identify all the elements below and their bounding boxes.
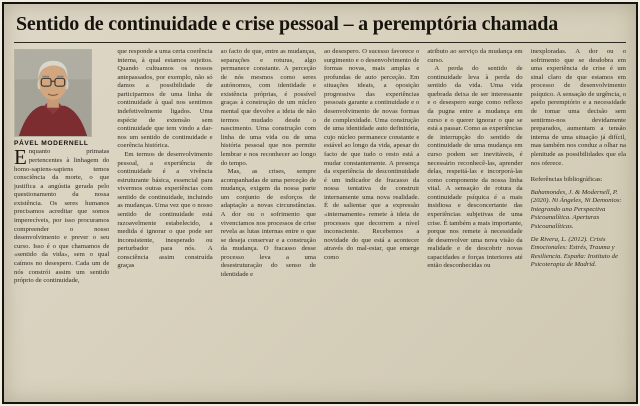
article-column-2 bbox=[117, 48, 212, 394]
paragraph: inexploradas. A dor ou o sofrimento que se desdobra em uma experiência de crise é um sinal claro de que estamos em processo de desenvolvimento psíquico. A sensação de urgência, o apelo peremptório e a necessidade de tomar uma decisão sem sentirmo-nos devidamente preparados, aumentam a tensão interna de uma situação já difícil, mas também nos conduz a olhar na plenitude as possibilidades que ela nos oferece. bbox=[530, 48, 626, 167]
reference-item: Bahamondes, J. & Modernell, P. (2020). Ni Ángeles, Ni Demonios: Integrando una Perspectiva Psicoanalítica. Aperturas Psicoanalíticas. bbox=[530, 188, 622, 230]
paragraph-text: nquanto primatas pertencentes à linhagem do homo-sapiens-sapiens temos consciência da morte, o que justifica a angústia gerada pelo questionamento da nossa existência. Os seres humanos precisamos acreditar que somos imperecíveis, por isso procuramos compreender o nosso desenvolvimento e prever o seu curso. Isso é o que chamamos de «sentido da vida», sem o qual caímos no desespero. Cada um de nós constrói assim um sentido próprio de continuidade, bbox=[14, 148, 110, 285]
paragraph: A perda do sentido de continuidade leva à perda do sentido da vida. Uma vida quebrada deixa de ser interessante e o desespero surge como reflexo da pugna entre a mudança em curso e o querer ignorar o que se está a passar. Como as experiências de interrupção do sentido de continuidade de uma mudança em curso podem ser inevitáveis, é necessário reconhecê-las, aprender delas, respeitá-las e incorporá-las como componente da nossa linha vital. A sensação de rotura da continuidade psíquica é a mais insidiosa e desconcertante das experiências subjetivas de uma crise. É também a mais importante, porque nos remete à necessidade de desenvolver uma nova visão da realidade e de descobrir novas capacidades e forças interiores até então desconhecidas ou bbox=[427, 65, 523, 270]
article-column-3 bbox=[221, 48, 316, 394]
paragraph: que responde a uma certa coerência interna, à qual estamos sujeitos. Quando cultuamos os nossos antepassados, por exemplo, não só damos a possibilidade de participarmos de uma linha de continuidade à qual nos sentimos indefetivelmente ligados. Uma espécie de extensão sem continuidade que tem vindo a dar-nos um sentido de continuidade e coerência histórica. bbox=[117, 48, 213, 150]
author-photo bbox=[14, 49, 92, 137]
article-column-4 bbox=[324, 48, 419, 394]
headline: Sentido de continuidade e crise pessoal – a peremptória chamada bbox=[14, 11, 626, 43]
article-column-5 bbox=[427, 48, 522, 394]
author-caption: PÁVEL MODERNELL bbox=[14, 140, 89, 147]
article-columns bbox=[14, 48, 626, 394]
article-column-1 bbox=[14, 48, 109, 394]
paragraph: Mas, as crises, sempre acompanhadas de uma perceção de mudança, exigem da nossa parte um conjunto de esforços de adaptação a novas circunstâncias. A dor ou o sofrimento que vivenciamos nos processos de crise revela as lutas internas entre o que se deseja conservar e a construção da mudança. O fracasso desse processo leva a uma desestruturação do senso de identidade e bbox=[220, 168, 316, 279]
paragraph: ao desespero. O sucesso favorece o surgimento e o desenvolvimento de formas novas, mais amplas e profundas de auto perceção. Em situações ideais, a oposição progressiva das experiências pessoais garante a continuidade e o desenvolvimento de novas formas de complexidade. Uma construção de uma identidade auto definitória, cujo núcleo permanece constante e estável ao longo da vida, apesar do facto de que tudo o resto está a mudar constantemente. A presença da experiência de descontinuidade é um indicador de fracasso da nossa tentativa de construir internamente uma nova realidade. É de salientar que a expressão «internamente» remete à ideia de processos que decorrem a nível inconsciente. Recebemos a novidade do que está a acontecer através do mal-estar, que emerge como bbox=[323, 48, 420, 261]
reference-item: De Rivera, L. (2012). Crisis Emocionales: Estrés, Trauma y Resiliencia. España: Instituto de Psicoterapia de Madrid. bbox=[530, 235, 618, 269]
paragraph: ao facto de que, entre as mudanças, separações e roturas, algo permanece constante. A perceção de nós mesmos como seres autónomos, com identidade e existência próprias, é possível graças à construção de um núcleo mental que devolve a ideia de não termos mudado desde o nascimento. Uma construção com linha de uma vida ou de uma história pessoal que nos permite lembrar e nos reconhecer ao longo do tempo. bbox=[220, 48, 316, 167]
drop-cap: E bbox=[14, 145, 27, 170]
paragraph bbox=[14, 145, 110, 285]
paragraph: atributo ao serviço da mudança em curso. bbox=[427, 48, 523, 64]
newspaper-scan bbox=[2, 2, 638, 404]
paragraph: Em termos de desenvolvimento pessoal, a experiência de continuidade é a vivência estruturante básica, essencial para vivermos outras experiências com sentido de continuidade, incluindo as mudanças. Uma vez que o nosso sentido de continuidade está razoavelmente estabelecido, a medida é ignorar o que pode ser inconsistente, inesperado ou perturbador para nós. A consciência assim construída graças bbox=[117, 150, 213, 270]
article-column-6 bbox=[531, 48, 626, 394]
references-heading: Referências bibliográficas: bbox=[530, 176, 603, 184]
